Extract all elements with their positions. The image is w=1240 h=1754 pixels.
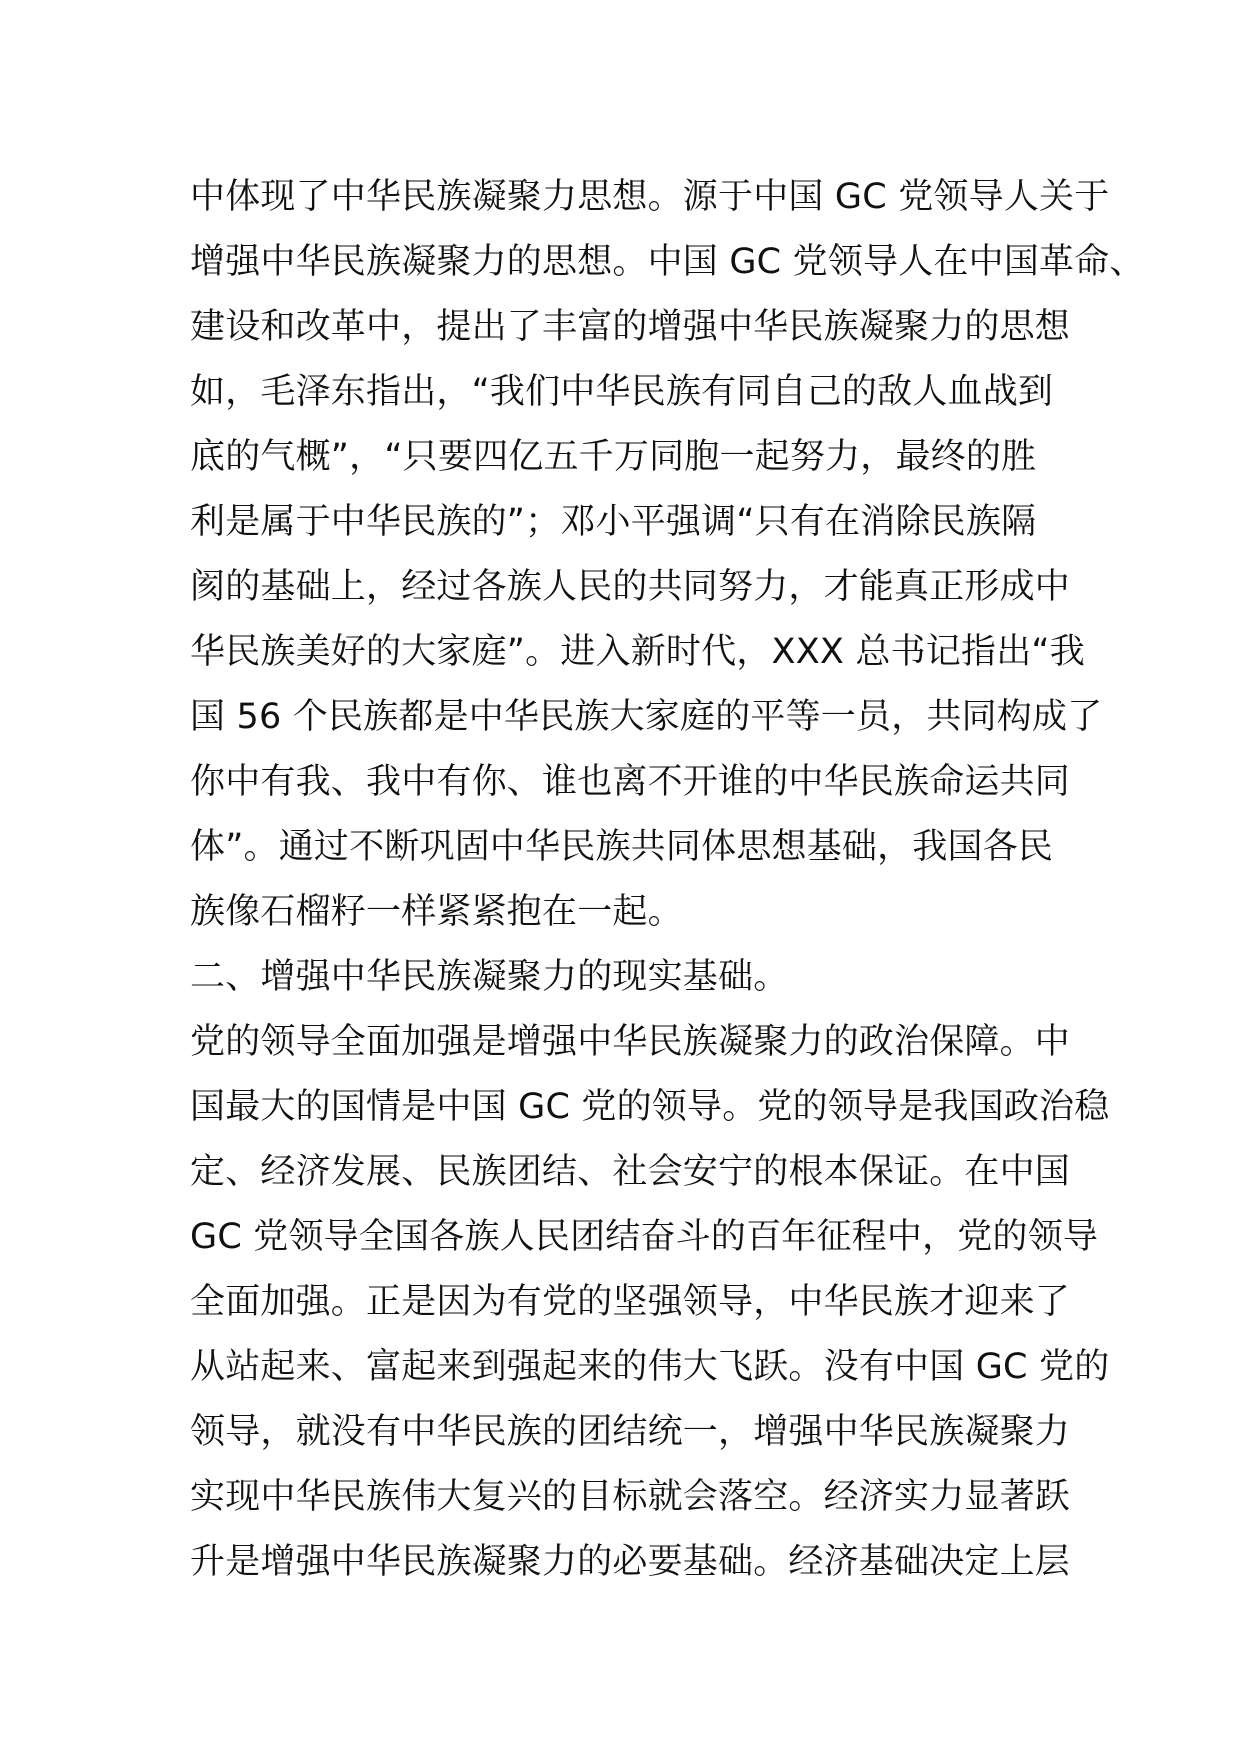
text-line: GC 党领导全国各族人民团结奋斗的百年征程中，党的领导 <box>190 1217 1099 1257</box>
text-line: 实现中华民族伟大复兴的目标就会落空。经济实力显著跃 <box>190 1477 1071 1517</box>
text-line: 底的气概”，“只要四亿五千万同胞一起努力，最终的胜 <box>190 437 1037 477</box>
text-line: 从站起来、富起来到强起来的伟大飞跃。没有中国 GC 党的 <box>190 1347 1110 1387</box>
text-line: 利是属于中华民族的”；邓小平强调“只有在消除民族隔 <box>190 502 1037 542</box>
text-line: 族像石榴籽一样紧紧抱在一起。 <box>190 892 683 932</box>
section-heading: 二、增强中华民族凝聚力的现实基础。 <box>190 957 789 997</box>
text-line: 领导，就没有中华民族的团结统一，增强中华民族凝聚力 <box>190 1412 1071 1452</box>
text-line: 升是增强中华民族凝聚力的必要基础。经济基础决定上层 <box>190 1542 1071 1582</box>
text-line: 国 56 个民族都是中华民族大家庭的平等一员，共同构成了 <box>190 697 1103 737</box>
text-line: 建设和改革中，提出了丰富的增强中华民族凝聚力的思想 <box>190 307 1071 347</box>
text-line: 全面加强。正是因为有党的坚强领导，中华民族才迎来了 <box>190 1282 1071 1322</box>
text-line: 国最大的国情是中国 GC 党的领导。党的领导是我国政治稳 <box>190 1087 1110 1127</box>
text-line: 华民族美好的大家庭”。进入新时代，XXX 总书记指出“我 <box>190 632 1085 672</box>
text-line: 中体现了中华民族凝聚力思想。源于中国 GC 党领导人关于 <box>190 177 1110 217</box>
text-line: 党的领导全面加强是增强中华民族凝聚力的政治保障。中 <box>190 1022 1071 1062</box>
text-line: 你中有我、我中有你、谁也离不开谁的中华民族命运共同 <box>190 762 1071 802</box>
text-line: 增强中华民族凝聚力的思想。中国 GC 党领导人在中国革命、 <box>190 242 1145 282</box>
document-body <box>190 165 1145 1595</box>
text-line: 阂的基础上，经过各族人民的共同努力，才能真正形成中 <box>190 567 1071 607</box>
text-line: 如，毛泽东指出，“我们中华民族有同自己的敌人血战到 <box>190 372 1054 412</box>
text-line: 体”。通过不断巩固中华民族共同体思想基础，我国各民 <box>190 827 1054 867</box>
text-line: 定、经济发展、民族团结、社会安宁的根本保证。在中国 <box>190 1152 1071 1192</box>
